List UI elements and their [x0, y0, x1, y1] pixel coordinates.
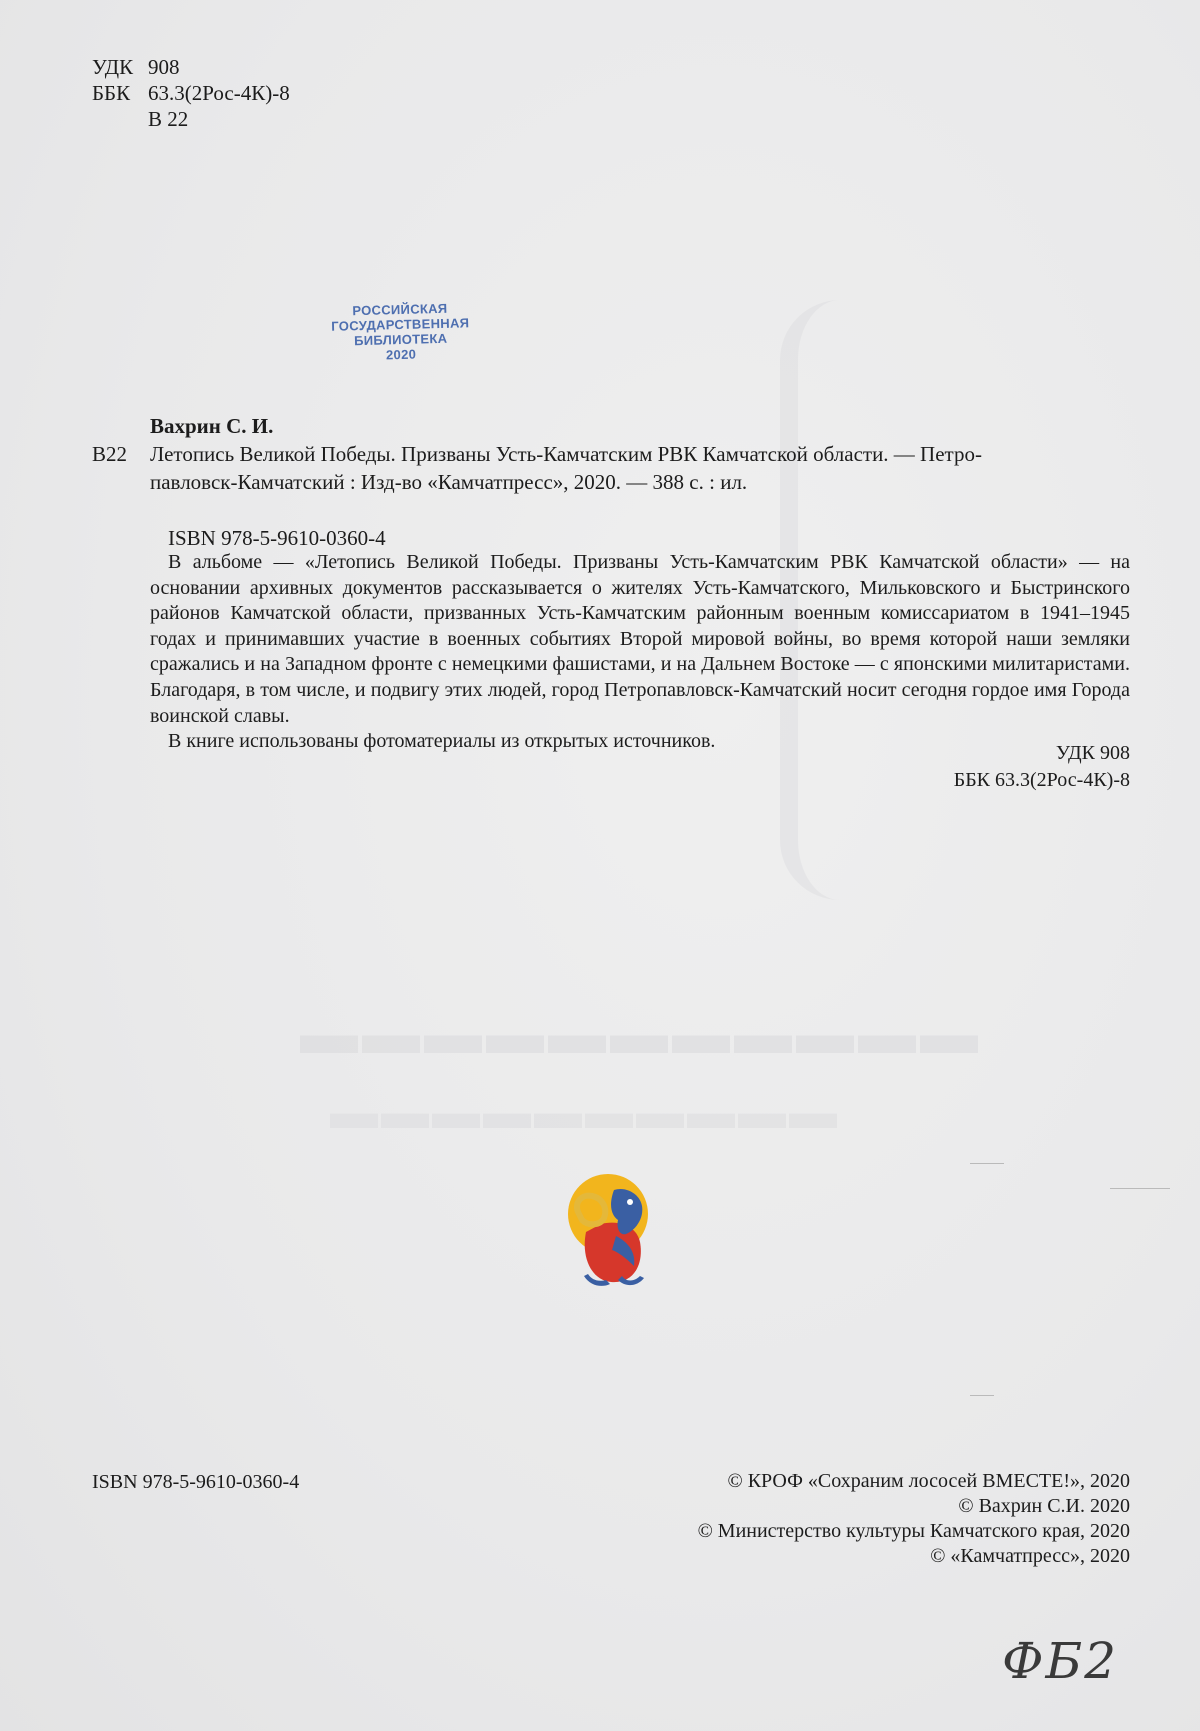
- logo-feet: [618, 1276, 644, 1285]
- cover-bleedthrough-text: ▬▬▬▬▬▬▬▬▬▬▬: [300, 1001, 982, 1066]
- stamp-line: ГОСУДАРСТВЕННАЯ: [331, 315, 470, 334]
- udk-label: УДК: [92, 55, 134, 79]
- handwritten-note: ФБ2: [1002, 1632, 1119, 1690]
- isbn-bottom: ISBN 978-5-9610-0360-4: [92, 1471, 300, 1493]
- copyright-line: © КРОФ «Сохраним лососей ВМЕСТЕ!», 2020: [727, 1470, 1130, 1492]
- cover-bleedthrough-text: ▬▬▬▬▬▬▬▬▬▬: [330, 1086, 840, 1139]
- scan-mark: [970, 1395, 994, 1396]
- stamp-line: 2020: [385, 346, 417, 363]
- scan-mark: [1110, 1188, 1170, 1189]
- abstract: [150, 550, 1130, 755]
- entry-title: Летопись Великой Победы. Призваны Усть-Камчатским РВК Камчатской области. — Петро-: [150, 442, 982, 466]
- entry-line-2: павловск-Камчатский : Изд-во «Камчатпресс», 2020. — 388 с. : ил.: [150, 470, 748, 494]
- bbk-row: [92, 80, 290, 106]
- bbk-value: 63.3(2Рос-4К)-8: [148, 81, 290, 105]
- udk-row: [92, 54, 290, 80]
- bibliographic-entry: [92, 440, 1130, 496]
- udk-value: 908: [148, 55, 180, 79]
- raven-with-fish-logo-icon: [556, 1172, 656, 1292]
- isbn-top: ISBN 978-5-9610-0360-4: [168, 526, 386, 550]
- stamp-line: БИБЛИОТЕКА: [353, 330, 448, 349]
- entry-code: В22: [92, 442, 128, 466]
- author-sign-row: [92, 106, 290, 132]
- abstract-paragraph: В альбоме — «Летопись Великой Победы. Призваны Усть-Камчатским РВК Камчатской области» — на основании архивных документов рассказывается о жителях Усть-Камчатского, Мильковского и Быстринского районов Камчатской области, призванных Усть-Камчатским районным военным комиссариатом в 1941–1945 годах и принимавших участие в военных событиях Второй мировой войны, во время которой наши земляки сражались и на Западном фронте с немецкими фашистами, и на Дальнем Востоке — с японскими милитаристами. Благодаря, в том числе, и подвигу этих людей, город Петропавловск-Камчатский носит сегодня гордое имя Города воинской славы.: [150, 551, 1130, 727]
- udk-right: УДК 908: [1055, 742, 1130, 764]
- entry-author: Вахрин С. И.: [150, 414, 274, 438]
- copyright-line: © Министерство культуры Камчатского края, 2020: [697, 1520, 1130, 1542]
- scan-mark: [970, 1163, 1004, 1164]
- bbk-label: ББК: [92, 81, 131, 105]
- copyright-line: © «Камчатпресс», 2020: [930, 1545, 1130, 1567]
- stamp-line: РОССИЙСКАЯ: [352, 300, 448, 319]
- bbk-right: ББК 63.3(2Рос-4К)-8: [953, 769, 1130, 791]
- classification-right: [954, 740, 1130, 794]
- library-stamp: [317, 300, 484, 364]
- abstract-paragraph: В книге использованы фотоматериалы из открытых источников.: [168, 730, 716, 753]
- author-sign: В 22: [148, 107, 189, 131]
- classification-block: [92, 54, 290, 132]
- logo-eye: [627, 1199, 633, 1205]
- copyright-line: © Вахрин С.И. 2020: [958, 1495, 1130, 1517]
- copyright-block: [698, 1469, 1130, 1569]
- entry-line-1: [92, 440, 1130, 468]
